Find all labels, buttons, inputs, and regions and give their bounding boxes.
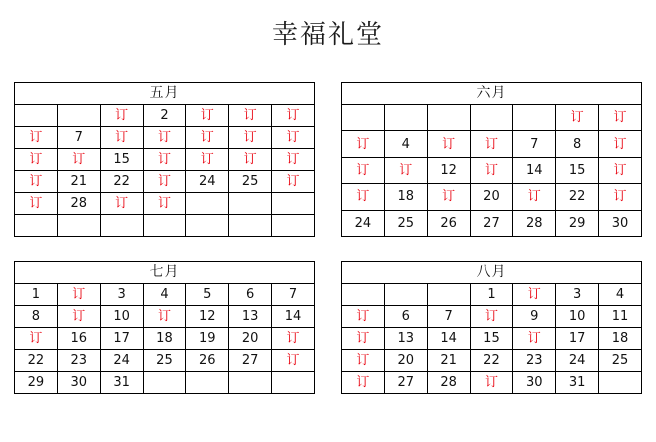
day-cell-booked[interactable]: 订 bbox=[513, 184, 556, 210]
day-cell[interactable]: 24 bbox=[186, 171, 229, 193]
day-cell[interactable]: 28 bbox=[57, 193, 100, 215]
month-calendar bbox=[341, 82, 642, 237]
week-row bbox=[15, 284, 315, 306]
day-cell-booked[interactable]: 订 bbox=[15, 149, 58, 171]
day-cell[interactable]: 27 bbox=[229, 350, 272, 372]
day-cell-booked[interactable]: 订 bbox=[599, 131, 642, 157]
day-cell[interactable]: 31 bbox=[556, 372, 599, 394]
day-cell[interactable]: 17 bbox=[100, 328, 143, 350]
week-row bbox=[15, 171, 315, 193]
day-cell-booked[interactable]: 订 bbox=[100, 105, 143, 127]
day-cell-booked[interactable]: 订 bbox=[427, 131, 470, 157]
day-cell[interactable]: 15 bbox=[470, 328, 513, 350]
day-cell-booked[interactable]: 订 bbox=[15, 171, 58, 193]
day-cell[interactable]: 10 bbox=[556, 306, 599, 328]
day-cell-empty bbox=[272, 215, 315, 237]
day-cell-booked[interactable]: 订 bbox=[342, 131, 385, 157]
day-cell[interactable]: 22 bbox=[15, 350, 58, 372]
week-row bbox=[342, 372, 642, 394]
day-cell-booked[interactable]: 订 bbox=[342, 350, 385, 372]
day-cell[interactable]: 25 bbox=[143, 350, 186, 372]
day-cell[interactable]: 21 bbox=[427, 350, 470, 372]
day-cell-empty bbox=[229, 193, 272, 215]
day-cell[interactable]: 30 bbox=[599, 210, 642, 236]
month-header: 八月 bbox=[342, 262, 642, 284]
day-cell[interactable]: 17 bbox=[556, 328, 599, 350]
day-cell[interactable]: 15 bbox=[100, 149, 143, 171]
day-cell[interactable]: 18 bbox=[143, 328, 186, 350]
day-cell[interactable]: 22 bbox=[556, 184, 599, 210]
week-row bbox=[342, 184, 642, 210]
day-cell-booked[interactable]: 订 bbox=[186, 105, 229, 127]
day-cell-empty bbox=[427, 105, 470, 131]
day-cell-empty bbox=[427, 284, 470, 306]
day-cell[interactable]: 16 bbox=[57, 328, 100, 350]
day-cell[interactable]: 8 bbox=[15, 306, 58, 328]
day-cell[interactable]: 14 bbox=[513, 157, 556, 183]
day-cell[interactable]: 4 bbox=[599, 284, 642, 306]
day-cell-booked[interactable]: 订 bbox=[143, 127, 186, 149]
day-cell[interactable]: 2 bbox=[143, 105, 186, 127]
day-cell-empty bbox=[470, 105, 513, 131]
day-cell-empty bbox=[599, 372, 642, 394]
week-row bbox=[15, 328, 315, 350]
page-title: 幸福礼堂 bbox=[271, 20, 384, 50]
week-row bbox=[15, 105, 315, 127]
month-calendar bbox=[341, 261, 642, 394]
day-cell[interactable]: 6 bbox=[384, 306, 427, 328]
day-cell-empty bbox=[57, 105, 100, 127]
day-cell-booked[interactable]: 订 bbox=[143, 306, 186, 328]
week-row bbox=[342, 105, 642, 131]
day-cell[interactable]: 28 bbox=[513, 210, 556, 236]
day-cell-booked[interactable]: 订 bbox=[100, 193, 143, 215]
day-cell[interactable]: 18 bbox=[384, 184, 427, 210]
day-cell[interactable]: 30 bbox=[57, 372, 100, 394]
day-cell-empty bbox=[384, 105, 427, 131]
day-cell[interactable]: 1 bbox=[15, 284, 58, 306]
week-row bbox=[342, 306, 642, 328]
day-cell-empty bbox=[57, 215, 100, 237]
day-cell-booked[interactable]: 订 bbox=[272, 105, 315, 127]
day-cell[interactable]: 20 bbox=[470, 184, 513, 210]
day-cell-empty bbox=[513, 105, 556, 131]
day-cell[interactable]: 26 bbox=[186, 350, 229, 372]
day-cell[interactable]: 11 bbox=[599, 306, 642, 328]
day-cell[interactable]: 20 bbox=[384, 350, 427, 372]
day-cell-booked[interactable]: 订 bbox=[272, 171, 315, 193]
day-cell[interactable]: 14 bbox=[272, 306, 315, 328]
day-cell-booked[interactable]: 订 bbox=[15, 193, 58, 215]
day-cell-booked[interactable]: 订 bbox=[470, 131, 513, 157]
day-cell-booked[interactable]: 订 bbox=[470, 306, 513, 328]
day-cell-empty bbox=[143, 372, 186, 394]
week-row bbox=[15, 193, 315, 215]
day-cell[interactable]: 26 bbox=[427, 210, 470, 236]
day-cell-booked[interactable]: 订 bbox=[15, 328, 58, 350]
day-cell-booked[interactable]: 订 bbox=[229, 105, 272, 127]
week-row bbox=[15, 350, 315, 372]
day-cell-empty bbox=[384, 284, 427, 306]
week-row bbox=[15, 306, 315, 328]
day-cell-booked[interactable]: 订 bbox=[186, 127, 229, 149]
day-cell[interactable]: 5 bbox=[186, 284, 229, 306]
day-cell[interactable]: 4 bbox=[143, 284, 186, 306]
week-row bbox=[342, 157, 642, 183]
week-row bbox=[342, 210, 642, 236]
day-cell[interactable]: 13 bbox=[229, 306, 272, 328]
day-cell-booked[interactable]: 订 bbox=[57, 284, 100, 306]
day-cell[interactable]: 27 bbox=[384, 372, 427, 394]
day-cell[interactable]: 20 bbox=[229, 328, 272, 350]
day-cell-empty bbox=[342, 105, 385, 131]
day-cell[interactable]: 15 bbox=[556, 157, 599, 183]
day-cell-booked[interactable]: 订 bbox=[272, 328, 315, 350]
day-cell[interactable]: 10 bbox=[100, 306, 143, 328]
day-cell[interactable]: 13 bbox=[384, 328, 427, 350]
month-header: 五月 bbox=[15, 83, 315, 105]
week-row bbox=[342, 284, 642, 306]
day-cell[interactable]: 7 bbox=[272, 284, 315, 306]
day-cell-booked[interactable]: 订 bbox=[342, 372, 385, 394]
day-cell-empty bbox=[272, 372, 315, 394]
day-cell-empty bbox=[342, 284, 385, 306]
day-cell-booked[interactable]: 订 bbox=[143, 149, 186, 171]
day-cell[interactable]: 27 bbox=[470, 210, 513, 236]
day-cell[interactable]: 22 bbox=[470, 350, 513, 372]
month-calendar bbox=[14, 82, 315, 237]
day-cell[interactable]: 14 bbox=[427, 328, 470, 350]
day-cell-booked[interactable]: 订 bbox=[272, 127, 315, 149]
week-row bbox=[342, 350, 642, 372]
day-cell-booked[interactable]: 订 bbox=[342, 157, 385, 183]
day-cell[interactable]: 7 bbox=[57, 127, 100, 149]
day-cell-empty bbox=[186, 193, 229, 215]
day-cell-booked[interactable]: 订 bbox=[470, 372, 513, 394]
day-cell-booked[interactable]: 订 bbox=[229, 127, 272, 149]
day-cell-booked[interactable]: 订 bbox=[599, 105, 642, 131]
day-cell[interactable]: 25 bbox=[599, 350, 642, 372]
day-cell-booked[interactable]: 订 bbox=[384, 157, 427, 183]
day-cell[interactable]: 8 bbox=[556, 131, 599, 157]
day-cell-empty bbox=[100, 215, 143, 237]
day-cell-booked[interactable]: 订 bbox=[556, 105, 599, 131]
day-cell-booked[interactable]: 订 bbox=[342, 328, 385, 350]
day-cell-empty bbox=[186, 215, 229, 237]
day-cell-booked[interactable]: 订 bbox=[272, 149, 315, 171]
day-cell[interactable]: 4 bbox=[384, 131, 427, 157]
day-cell-booked[interactable]: 订 bbox=[57, 149, 100, 171]
day-cell[interactable]: 29 bbox=[556, 210, 599, 236]
day-cell-booked[interactable]: 订 bbox=[100, 127, 143, 149]
day-cell-booked[interactable]: 订 bbox=[342, 184, 385, 210]
week-row bbox=[15, 215, 315, 237]
day-cell-empty bbox=[186, 372, 229, 394]
day-cell-booked[interactable]: 订 bbox=[143, 193, 186, 215]
day-cell-booked[interactable]: 订 bbox=[513, 284, 556, 306]
day-cell[interactable]: 12 bbox=[427, 157, 470, 183]
day-cell[interactable]: 9 bbox=[513, 306, 556, 328]
day-cell[interactable]: 18 bbox=[599, 328, 642, 350]
day-cell[interactable]: 24 bbox=[100, 350, 143, 372]
day-cell-booked[interactable]: 订 bbox=[470, 157, 513, 183]
day-cell[interactable]: 23 bbox=[57, 350, 100, 372]
day-cell[interactable]: 28 bbox=[427, 372, 470, 394]
month-calendar bbox=[14, 261, 315, 394]
day-cell[interactable]: 3 bbox=[100, 284, 143, 306]
day-cell[interactable]: 21 bbox=[57, 171, 100, 193]
day-cell-booked[interactable]: 订 bbox=[427, 184, 470, 210]
day-cell[interactable]: 1 bbox=[470, 284, 513, 306]
day-cell-booked[interactable]: 订 bbox=[599, 184, 642, 210]
day-cell[interactable]: 19 bbox=[186, 328, 229, 350]
day-cell-booked[interactable]: 订 bbox=[599, 157, 642, 183]
day-cell-empty bbox=[272, 193, 315, 215]
day-cell[interactable]: 24 bbox=[556, 350, 599, 372]
month-header: 六月 bbox=[342, 83, 642, 105]
day-cell-booked[interactable]: 订 bbox=[15, 127, 58, 149]
day-cell-empty bbox=[15, 215, 58, 237]
day-cell[interactable]: 30 bbox=[513, 372, 556, 394]
week-row bbox=[342, 328, 642, 350]
day-cell-empty bbox=[143, 215, 186, 237]
day-cell-booked[interactable]: 订 bbox=[143, 171, 186, 193]
day-cell[interactable]: 22 bbox=[100, 171, 143, 193]
day-cell[interactable]: 12 bbox=[186, 306, 229, 328]
day-cell-booked[interactable]: 订 bbox=[272, 350, 315, 372]
day-cell-booked[interactable]: 订 bbox=[57, 306, 100, 328]
day-cell[interactable]: 24 bbox=[342, 210, 385, 236]
day-cell[interactable]: 3 bbox=[556, 284, 599, 306]
day-cell[interactable]: 6 bbox=[229, 284, 272, 306]
day-cell-empty bbox=[15, 105, 58, 127]
week-row bbox=[15, 372, 315, 394]
day-cell[interactable]: 25 bbox=[384, 210, 427, 236]
day-cell[interactable]: 7 bbox=[427, 306, 470, 328]
day-cell[interactable]: 25 bbox=[229, 171, 272, 193]
week-row bbox=[342, 131, 642, 157]
day-cell-booked[interactable]: 订 bbox=[342, 306, 385, 328]
week-row bbox=[15, 149, 315, 171]
day-cell-empty bbox=[229, 215, 272, 237]
day-cell-empty bbox=[229, 372, 272, 394]
day-cell-booked[interactable]: 订 bbox=[229, 149, 272, 171]
day-cell-booked[interactable]: 订 bbox=[186, 149, 229, 171]
day-cell[interactable]: 31 bbox=[100, 372, 143, 394]
calendar-grid bbox=[0, 82, 656, 394]
week-row bbox=[15, 127, 315, 149]
day-cell[interactable]: 7 bbox=[513, 131, 556, 157]
day-cell-booked[interactable]: 订 bbox=[513, 328, 556, 350]
day-cell[interactable]: 29 bbox=[15, 372, 58, 394]
month-header: 七月 bbox=[15, 262, 315, 284]
day-cell[interactable]: 23 bbox=[513, 350, 556, 372]
